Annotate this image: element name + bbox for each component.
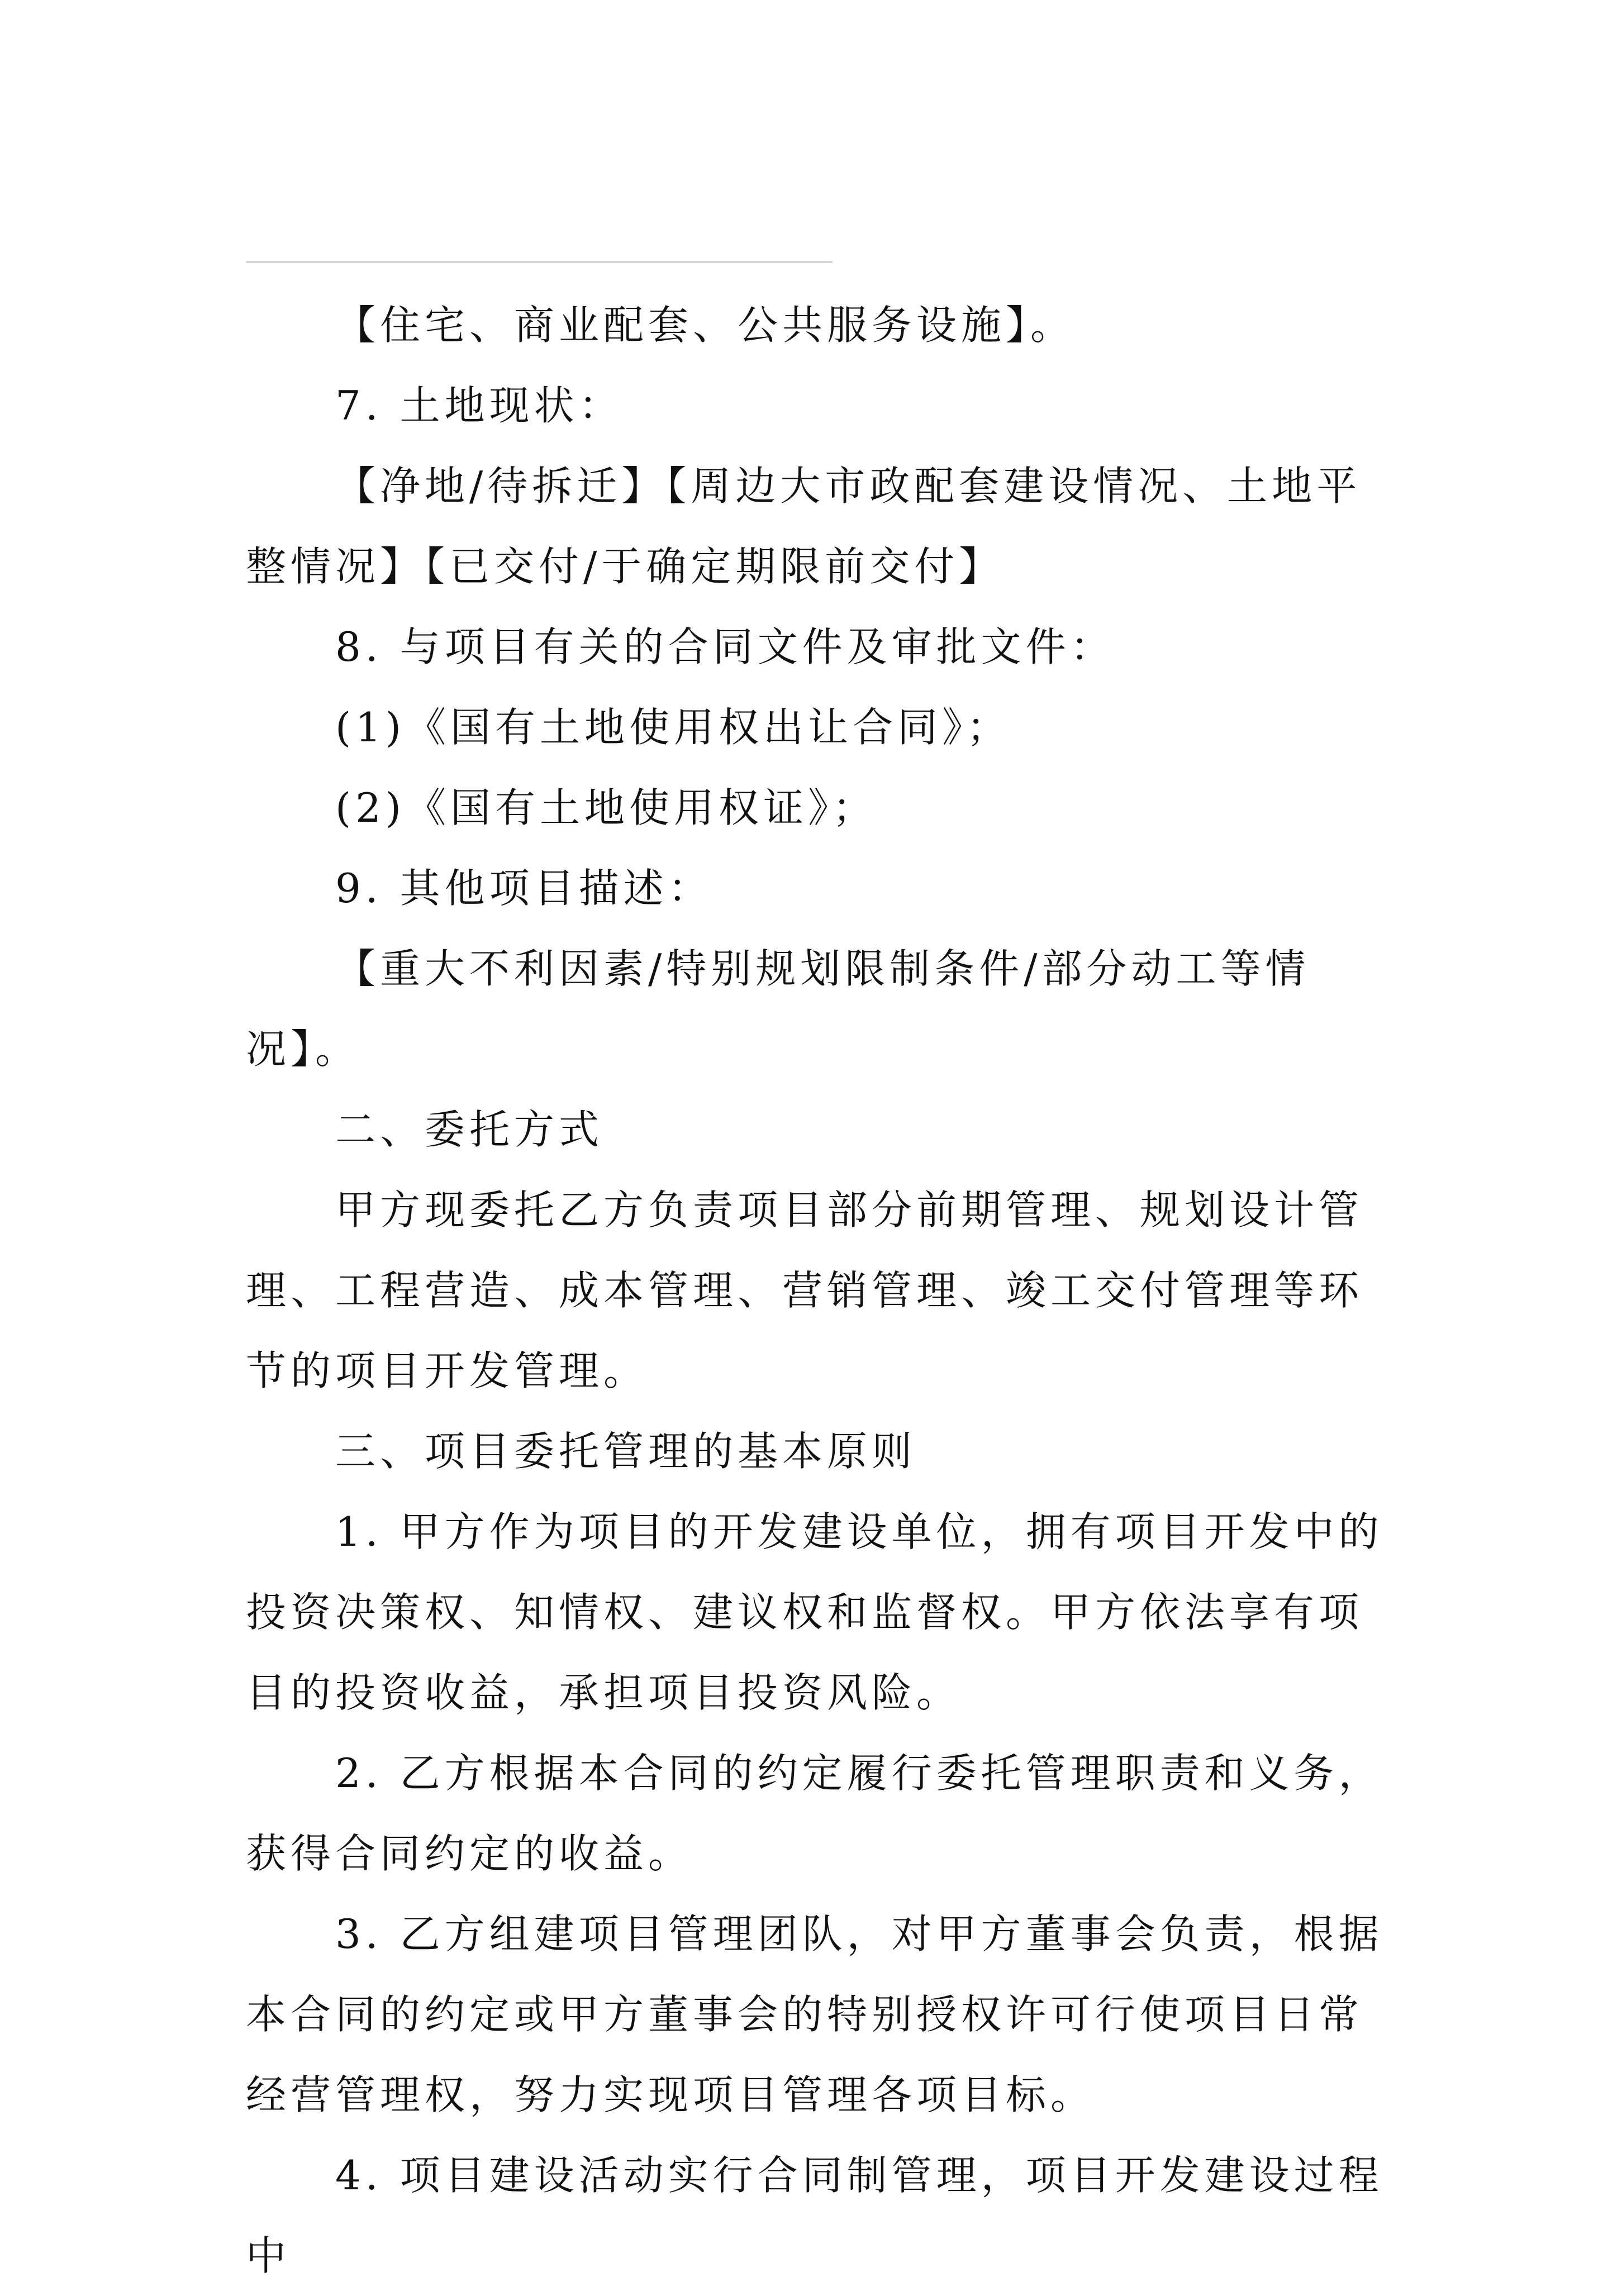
section-heading-principles: 三、项目委托管理的基本原则 bbox=[335, 1428, 917, 1475]
section-heading-entrustment: 二、委托方式 bbox=[335, 1106, 604, 1153]
paragraph-entrustment: 甲方现委托乙方负责项目部分前期管理、规划设计管理、工程营造、成本管理、营销管理、竣工交付管理等环节的项目开发管理。 bbox=[246, 1187, 1364, 1394]
document-body bbox=[246, 285, 1386, 2296]
paragraph-principle-1: 1. 甲方作为项目的开发建设单位，拥有项目开发中的投资决策权、知情权、建议权和监督权。甲方依法享有项目的投资收益，承担项目投资风险。 bbox=[246, 1508, 1383, 1716]
paragraph-contract-doc-2: (2)《国有土地使用权证》； bbox=[335, 784, 877, 831]
paragraph-land-status: 【净地/待拆迁】【周边大市政配套建设情况、土地平整情况】【已交付/于确定期限前交付】 bbox=[246, 463, 1362, 590]
paragraph-contract-doc-1: (1)《国有土地使用权出让合同》； bbox=[335, 704, 1011, 751]
header-divider bbox=[246, 261, 833, 263]
paragraph-contract-docs-heading: 8. 与项目有关的合同文件及审批文件： bbox=[335, 623, 1115, 670]
paragraph-principle-3: 3. 乙方组建项目管理团队，对甲方董事会负责，根据本合同的约定或甲方董事会的特别授权许可行使项目日常经营管理权，努力实现项目管理各项目标。 bbox=[246, 1911, 1383, 2118]
paragraph-land-status-heading: 7. 土地现状： bbox=[335, 382, 624, 429]
paragraph-other-description-heading: 9. 其他项目描述： bbox=[335, 865, 713, 912]
paragraph-principle-4: 4. 项目建设活动实行合同制管理，项目开发建设过程中 bbox=[246, 2152, 1383, 2279]
paragraph-principle-2: 2. 乙方根据本合同的约定履行委托管理职责和义务，获得合同约定的收益。 bbox=[246, 1750, 1383, 1877]
paragraph-other-description: 【重大不利因素/特别规划限制条件/部分动工等情况】。 bbox=[246, 945, 1310, 1073]
paragraph-land-use: 【住宅、商业配套、公共服务设施】。 bbox=[335, 302, 1076, 349]
